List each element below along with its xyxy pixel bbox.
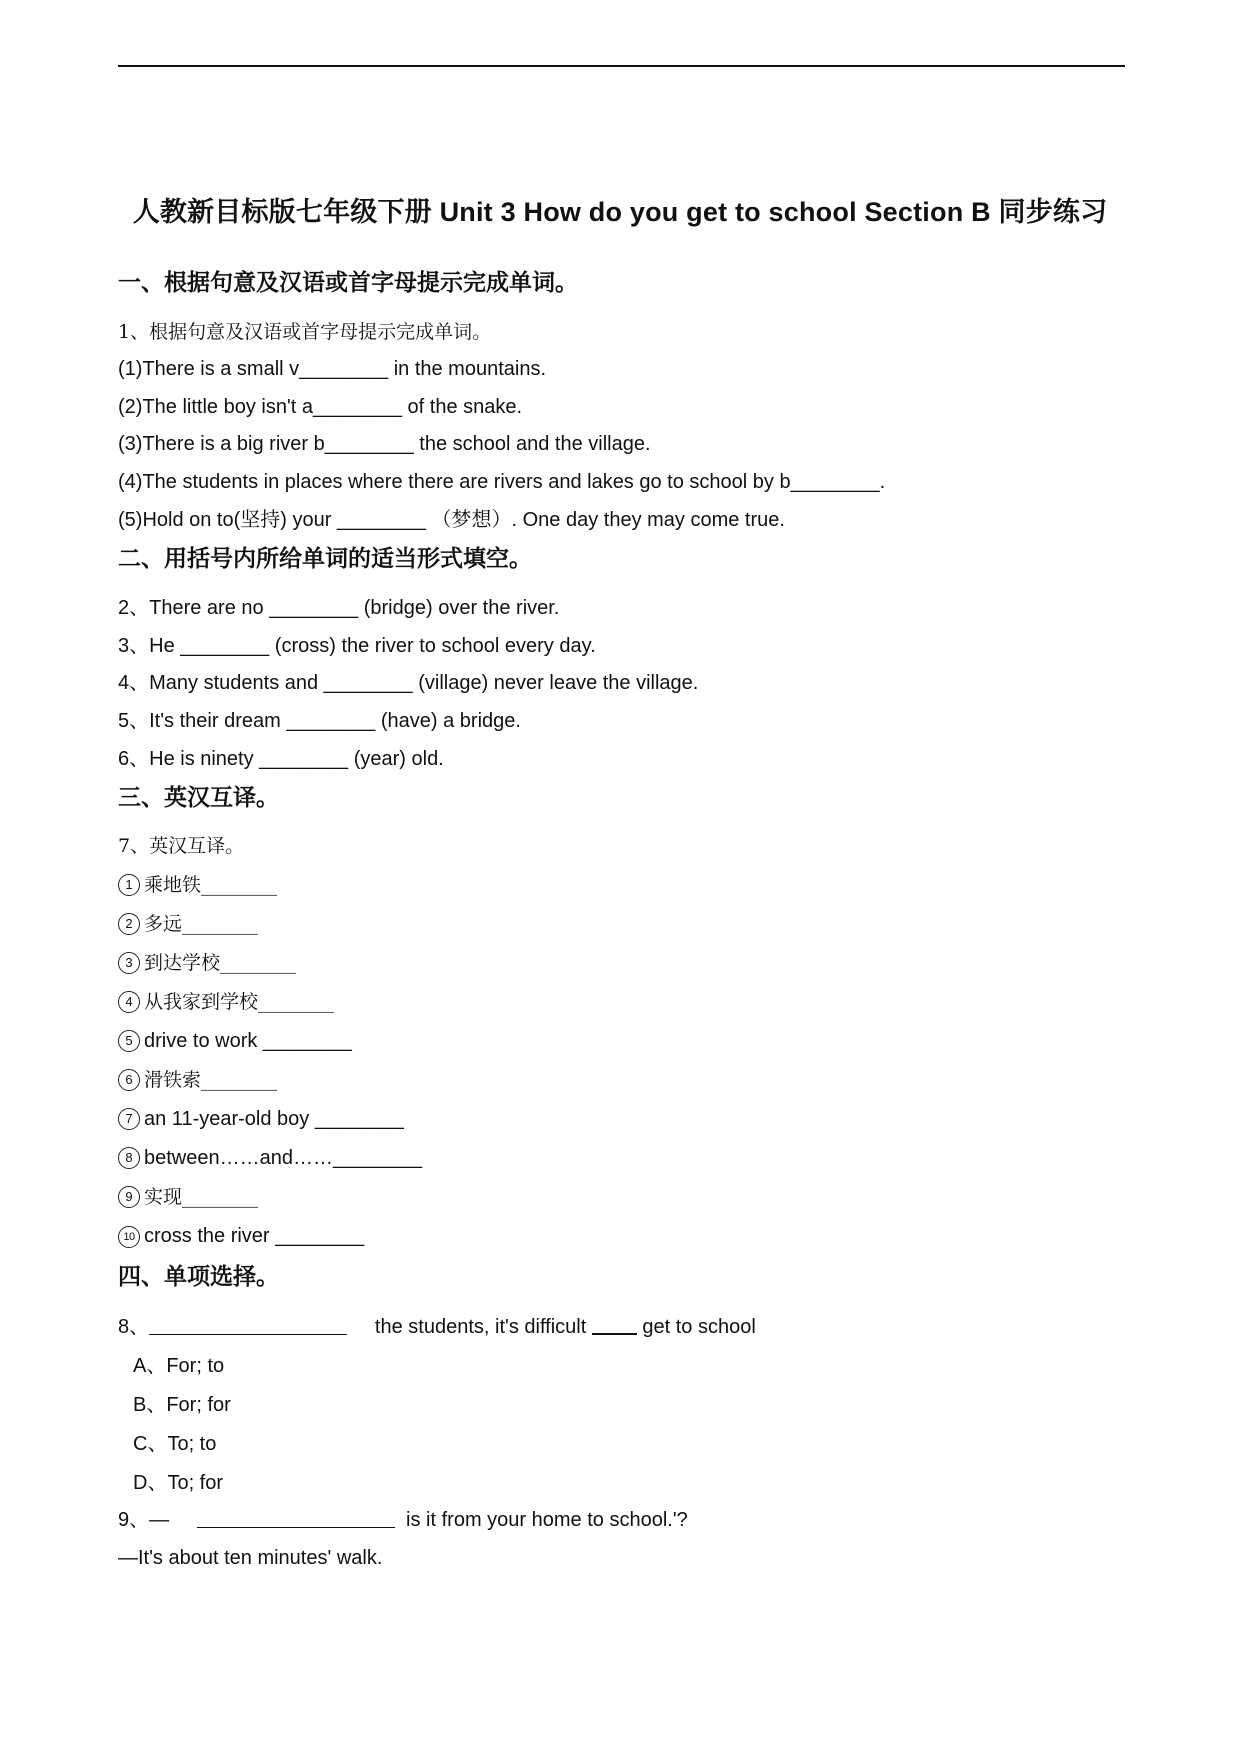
question-1-item-1: (1)There is a small v________ in the mountains.	[118, 358, 547, 380]
question-8-option-b: B、For; for	[133, 1394, 231, 1416]
section-1-heading: 一、根据句意及汉语或首字母提示完成单词。	[118, 269, 578, 295]
circled-number-9: 9	[118, 1186, 140, 1208]
question-1-prompt: 1、根据句意及汉语或首字母提示完成单词。	[118, 321, 492, 343]
circled-number-10: 10	[118, 1226, 140, 1248]
question-1-item-5: (5)Hold on to(坚持) your ________ （梦想）. One day they may come true.	[118, 509, 785, 531]
answer-blank	[197, 1509, 395, 1528]
translation-item: 7 an 11-year-old boy ________	[118, 1105, 404, 1133]
translation-item: 3 到达学校________	[118, 949, 296, 977]
translation-item: 9 实现________	[118, 1183, 258, 1211]
translation-item: 8 between……and……________	[118, 1144, 422, 1172]
question-9: 9、— is it from your home to school.'?	[118, 1509, 688, 1531]
document-title: 人教新目标版七年级下册 Unit 3 How do you get to school Section B 同步练习	[132, 197, 1108, 227]
circled-number-5: 5	[118, 1030, 140, 1052]
question-1-item-4: (4)The students in places where there are rivers and lakes go to school by b________.	[118, 471, 886, 493]
question-1-item-3: (3)There is a big river b________ the school and the village.	[118, 433, 651, 455]
section-3-heading: 三、英汉互译。	[118, 784, 279, 810]
circled-number-3: 3	[118, 952, 140, 974]
circled-number-2: 2	[118, 913, 140, 935]
section-2-heading: 二、用括号内所给单词的适当形式填空。	[118, 545, 532, 571]
answer-blank	[592, 1315, 637, 1335]
question-1-item-2: (2)The little boy isn't a________ of the snake.	[118, 396, 523, 418]
circled-number-6: 6	[118, 1069, 140, 1091]
question-8-option-c: C、To; to	[133, 1433, 217, 1455]
question-9-answer: —It's about ten minutes' walk.	[118, 1547, 383, 1569]
question-5: 5、It's their dream ________ (have) a bridge.	[118, 710, 521, 732]
translation-item: 5 drive to work ________	[118, 1027, 352, 1055]
circled-number-1: 1	[118, 874, 140, 896]
circled-number-7: 7	[118, 1108, 140, 1130]
translation-item: 4 从我家到学校________	[118, 988, 334, 1016]
question-8: 8、 the students, it's difficult get to school	[118, 1316, 756, 1338]
section-4-heading: 四、单项选择。	[118, 1263, 279, 1289]
answer-blank	[149, 1316, 347, 1335]
translation-item: 2 多远________	[118, 910, 258, 938]
translation-item: 1 乘地铁________	[118, 871, 277, 899]
question-4: 4、Many students and ________ (village) never leave the village.	[118, 672, 699, 694]
translation-item: 10 cross the river ________	[118, 1222, 364, 1250]
question-2: 2、There are no ________ (bridge) over the river.	[118, 597, 560, 619]
circled-number-4: 4	[118, 991, 140, 1013]
circled-number-8: 8	[118, 1147, 140, 1169]
question-6: 6、He is ninety ________ (year) old.	[118, 748, 444, 770]
question-3: 3、He ________ (cross) the river to school every day.	[118, 635, 596, 657]
question-7-prompt: 7、英汉互译。	[118, 835, 245, 857]
header-rule	[118, 65, 1125, 67]
question-8-option-a: A、For; to	[133, 1355, 225, 1377]
translation-item: 6 滑铁索________	[118, 1066, 277, 1094]
question-8-option-d: D、To; for	[133, 1472, 224, 1494]
